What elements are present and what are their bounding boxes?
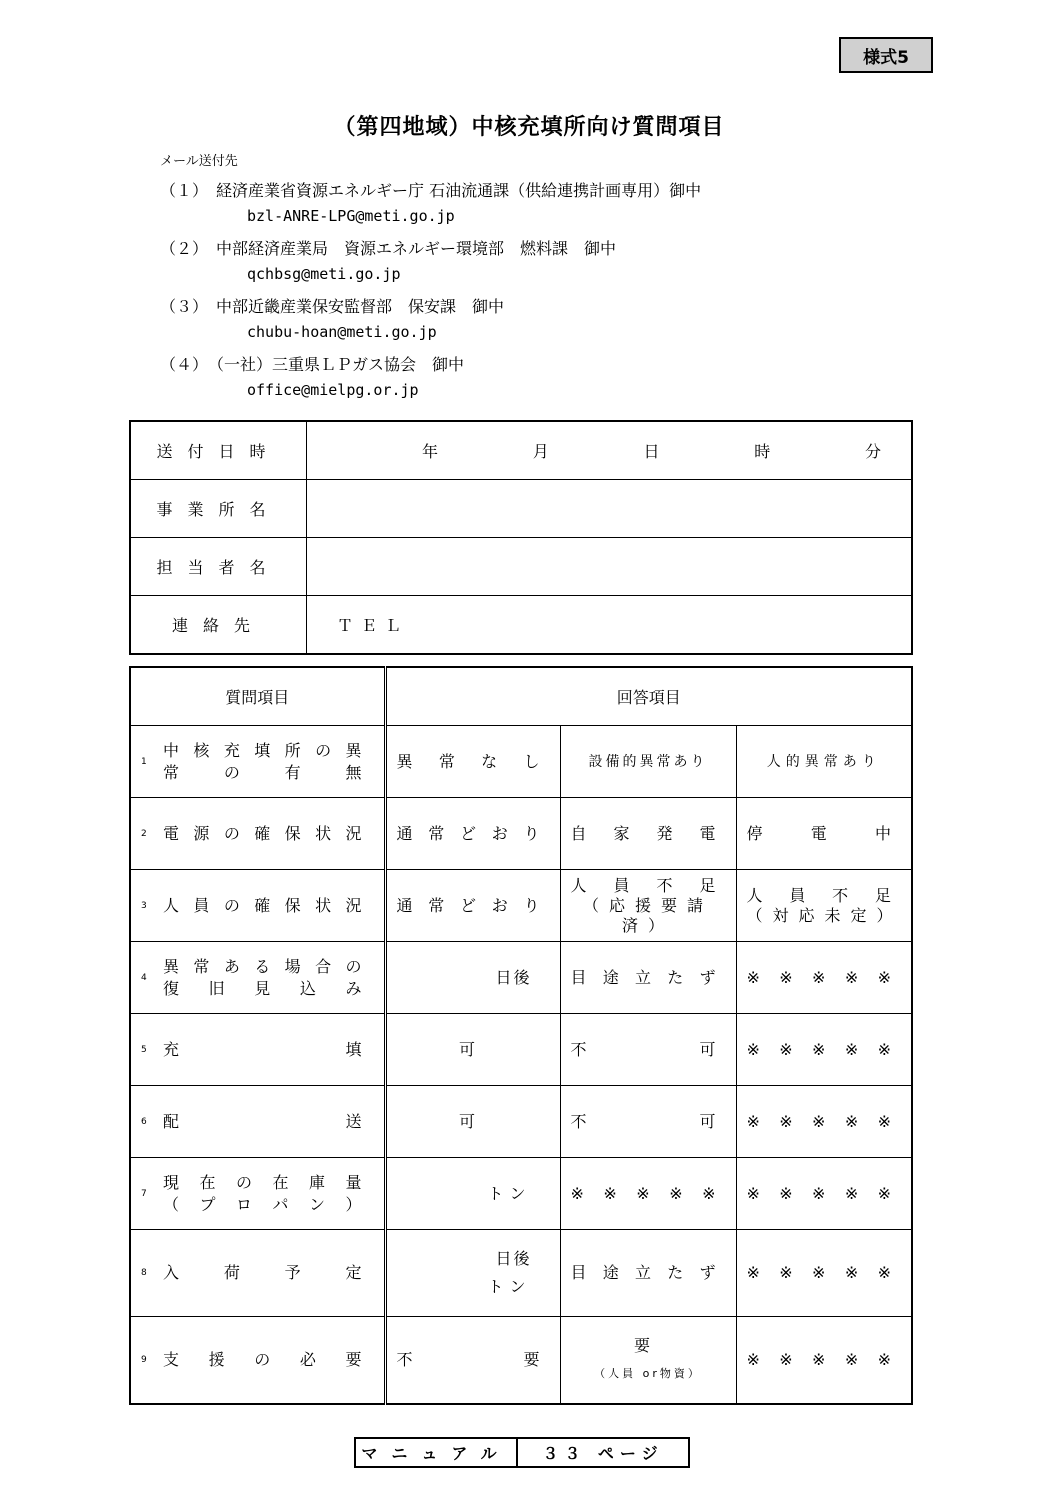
person-in-charge-field[interactable] [307, 538, 913, 596]
answer-option-2[interactable]: 不可 [560, 1014, 736, 1086]
recipient-3-email[interactable]: chubu-hoan@meti.go.jp [247, 323, 437, 341]
answer-option-3: ※※※※※ [736, 1086, 912, 1158]
month-unit: 月 [532, 442, 549, 461]
qa-row-6 [130, 1086, 912, 1158]
answer-option-3[interactable]: 人的異常あり [736, 726, 912, 798]
question-number: 5 [141, 1044, 147, 1055]
answer-sub: トン [487, 1277, 532, 1296]
manual-label: マニュアル [356, 1439, 518, 1466]
question-text: 入荷予定 [163, 1263, 374, 1282]
answer-sub: （応援要請済） [582, 895, 713, 935]
question-number: 7 [141, 1188, 147, 1199]
answer-option-1[interactable]: トン [385, 1158, 560, 1230]
answer-option-2[interactable]: 不可 [560, 1086, 736, 1158]
question-text: 中核充填所の異常の有無 [163, 740, 374, 782]
question-number: 3 [141, 900, 147, 911]
question-number: 9 [141, 1354, 147, 1365]
answer-option-3: ※※※※※ [736, 942, 912, 1014]
qa-row-9 [130, 1317, 912, 1404]
answer-option-2[interactable] [560, 870, 736, 942]
question-text: 支援の必要 [163, 1349, 374, 1369]
answer-option-3: ※※※※※ [736, 1158, 912, 1230]
answer-sub: （人員 or物資） [594, 1366, 702, 1380]
question-text: 充填 [163, 1039, 374, 1059]
office-name-label: 事業所名 [130, 480, 307, 538]
question-text: 現在の在庫量（プロパン） [163, 1172, 374, 1214]
qa-row-2 [130, 798, 912, 870]
qa-row-4 [130, 942, 912, 1014]
form-number-badge: 様式5 [839, 37, 933, 73]
answer-option-3[interactable]: 停電中 [736, 798, 912, 870]
send-datetime-field[interactable] [307, 421, 913, 480]
question-text: 電源の確保状況 [163, 823, 374, 843]
page-footer [354, 1437, 690, 1468]
recipient-4-email[interactable]: office@mielpg.or.jp [247, 381, 419, 399]
answer-option-1[interactable] [385, 1230, 560, 1317]
answer-main: 人員不足 [746, 885, 901, 905]
question-number: 4 [141, 972, 147, 983]
recipient-2: （２） 中部経済産業局 資源エネルギー環境部 燃料課 御中 [160, 239, 617, 258]
answer-option-1[interactable]: 可 [385, 1014, 560, 1086]
recipient-4: （４） （一社）三重県ＬＰガス協会 御中 [160, 355, 465, 374]
answer-option-1[interactable]: 通常どおり [385, 870, 560, 942]
answer-option-1[interactable]: 通常どおり [385, 798, 560, 870]
question-header: 質問項目 [130, 667, 385, 726]
question-number: 2 [141, 828, 147, 839]
day-unit: 日 [643, 442, 660, 461]
answer-main: 人員不足 [570, 875, 726, 895]
recipient-1-email[interactable]: bzl-ANRE-LPG@meti.go.jp [247, 207, 455, 225]
year-unit: 年 [422, 442, 439, 461]
qa-row-7 [130, 1158, 912, 1230]
person-in-charge-label: 担当者名 [130, 538, 307, 596]
answer-option-2[interactable]: 目途立たず [560, 942, 736, 1014]
question-text: 異常ある場合の復旧見込み [163, 956, 374, 998]
page-number: ３３ ページ [542, 1444, 664, 1463]
answer-option-1[interactable]: 異常なし [385, 726, 560, 798]
answer-option-2[interactable]: 自家発電 [560, 798, 736, 870]
answer-option-1[interactable]: 可 [385, 1086, 560, 1158]
answer-main: 要 [633, 1335, 662, 1355]
sender-info-table [129, 420, 913, 655]
answer-sub: （対応未定） [746, 905, 903, 925]
answer-option-3: ※※※※※ [736, 1014, 912, 1086]
contact-field[interactable] [307, 596, 913, 655]
page-title: （第四地域）中核充填所向け質問項目 [333, 115, 725, 140]
answer-option-2[interactable]: 目途立たず [560, 1230, 736, 1317]
qa-row-8 [130, 1230, 912, 1317]
recipient-1: （１） 経済産業省資源エネルギー庁 石油流通課（供給連携計画専用）御中 [160, 181, 702, 200]
answer-option-2[interactable] [560, 1317, 736, 1404]
question-number: 8 [141, 1268, 147, 1278]
contact-label: 連絡先 [130, 596, 307, 655]
tel-label: ＴＥＬ [337, 616, 410, 635]
minute-unit: 分 [864, 442, 881, 461]
qa-row-5 [130, 1014, 912, 1086]
recipient-2-email[interactable]: qchbsg@meti.go.jp [247, 265, 401, 283]
hour-unit: 時 [754, 442, 771, 461]
qa-row-1 [130, 726, 912, 798]
answer-option-1[interactable]: 不要 [385, 1317, 560, 1404]
answer-option-3: ※※※※※ [736, 1230, 912, 1317]
answer-option-2: ※※※※※ [560, 1158, 736, 1230]
answer-option-1[interactable]: 日後 [385, 942, 560, 1014]
mail-destination-heading: メール送付先 [160, 154, 238, 169]
recipient-3: （３） 中部近畿産業保安監督部 保安課 御中 [160, 297, 505, 316]
send-datetime-label: 送付日時 [130, 421, 307, 480]
question-number: 1 [141, 756, 147, 767]
question-number: 6 [141, 1116, 147, 1127]
answer-option-3: ※※※※※ [736, 1317, 912, 1404]
answer-option-3[interactable] [736, 870, 912, 942]
answer-option-2[interactable]: 設備的異常あり [560, 726, 736, 798]
question-answer-table [129, 666, 913, 1405]
answer-header: 回答項目 [385, 667, 912, 726]
qa-row-3 [130, 870, 912, 942]
question-text: 人員の確保状況 [163, 895, 374, 915]
question-text: 配送 [163, 1111, 374, 1131]
office-name-field[interactable] [307, 480, 913, 538]
answer-main: 日後 [495, 1249, 532, 1268]
